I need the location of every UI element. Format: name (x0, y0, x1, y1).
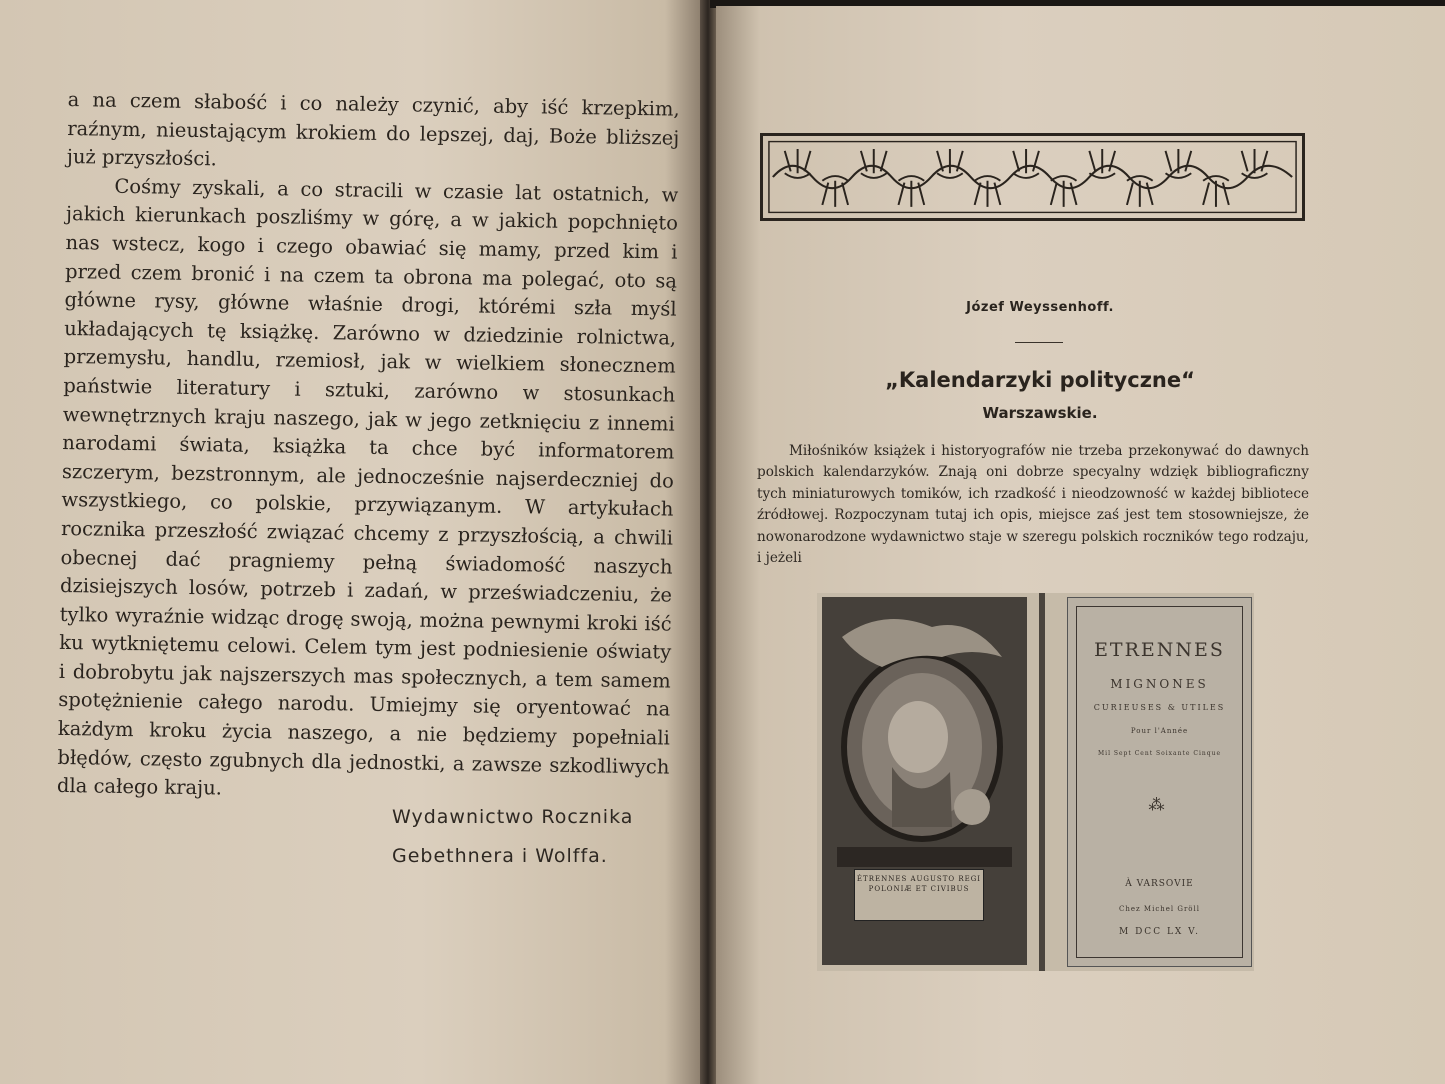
facsimile-line-4: Pour l'Année (1130, 727, 1189, 735)
article-body (757, 441, 1309, 569)
title-page-facsimile (1067, 597, 1252, 967)
article-author: Józef Weyssenhoff. (966, 300, 1114, 315)
illustration-plate (817, 593, 1254, 971)
title-page-border (1076, 606, 1243, 958)
publisher-signature-line-1: Wydawnictwo Rocznika (392, 806, 634, 828)
article-title: „Kalendarzyki polityczne“ (885, 368, 1195, 392)
facsimile-year: M DCC LX V. (1119, 927, 1200, 937)
facsimile-title: ETRENNES (1094, 639, 1225, 661)
article-subtitle: Warszawskie. (982, 404, 1098, 422)
preface-paragraph-2: Cośmy zyskali, a co stracili w czasie lat ostatnich, w jakich kierunkach poszliśmy w górę, a w jakich popchnięto nas wstecz, kogo i czego obawiać się mamy, przed kim i przed czem bronić i na czem ta obrona ma polegać, oto są główne rysy, główne właśnie drogi, którémi szła myśl układających tę książkę. Zarówno w dziedzinie rolnictwa, przemysłu, handlu, rzemiosł, jak w wielkiem słonecznem państwie literatury i sztuki, zarówno w stosunkach wewnętrznych kraju naszego, jak w jego zetknięciu z innemi narodami świata, książka ta chce być informatorem szczerym, bezstronnym, ale jednocześnie najserdeczniej do wszystkiego, co polskie, przywiązanym. W artykułach rocznika przeszłość związać chcemy z przyszłością, a chwili obecnej dać pragniemy pełną świadomość naszych dzisiejszych losów, potrzeb i zadań, w przeświadczeniu, że tylko wyraźnie widząc drogę swoją, można pewnymi kroki iść ku wytkniętemu celowi. Celem tym jest podniesienie oświaty i dobrobytu jak najszerszych mas społecznych, a tem samem spotężnienie całego narodu. Umiejmy się oryentować na każdym kroku życia naszego, a nie będziemy popełniali błędów, często zgubnych dla jednostki, a zawsze szkodliwych dla całego kraju. (56, 174, 679, 800)
article-paragraph: Miłośników książek i historyografów nie trzeba przekonywać do dawnych polskich kalendarzyków. Znają oni dobrze specyalny wdzięk bibliograficzny tych miniaturowych tomików, ich rzadkość i nieodzowność w każdej bibliotece źródłowej. Rozpoczynam tutaj ich opis, miejsce zaś jest tem stosowniejsze, że nowonarodzone wydawnictwo staje w szeregu polskich roczników tego rodzaju, i jeżeli (757, 443, 1309, 567)
engraved-frontispiece (822, 597, 1027, 965)
facsimile-line-2: MIGNONES (1110, 677, 1209, 691)
facsimile-line-3: CURIEUSES & UTILES (1093, 703, 1226, 712)
preface-text (57, 86, 680, 810)
engraving-caption: ÉTRENNES AUGUSTO REGI POLONIÆ ET CIVIBUS (854, 869, 984, 921)
fleuron-icon: ⁂ (1148, 795, 1171, 814)
palmette-ornament-icon (763, 136, 1302, 218)
facsimile-line-5: Mil Sept Cent Soixante Cinque (1098, 750, 1221, 757)
facsimile-publisher: Chez Michel Gröll (1119, 905, 1200, 913)
book-gutter (700, 0, 716, 1084)
publisher-signature-line-2: Gebethnera i Wolffa. (392, 845, 608, 867)
title-divider (1015, 342, 1063, 343)
plate-spine (1039, 593, 1045, 971)
left-page (0, 0, 700, 1084)
decorative-headpiece (760, 133, 1305, 221)
facsimile-place: À VARSOVIE (1125, 879, 1194, 889)
preface-paragraph-1: a na czem słabość i co należy czynić, aby iść krzepkim, raźnym, nieustającym krokiem do lepszej, daj, Boże bliższej już przyszłości. (66, 87, 680, 171)
